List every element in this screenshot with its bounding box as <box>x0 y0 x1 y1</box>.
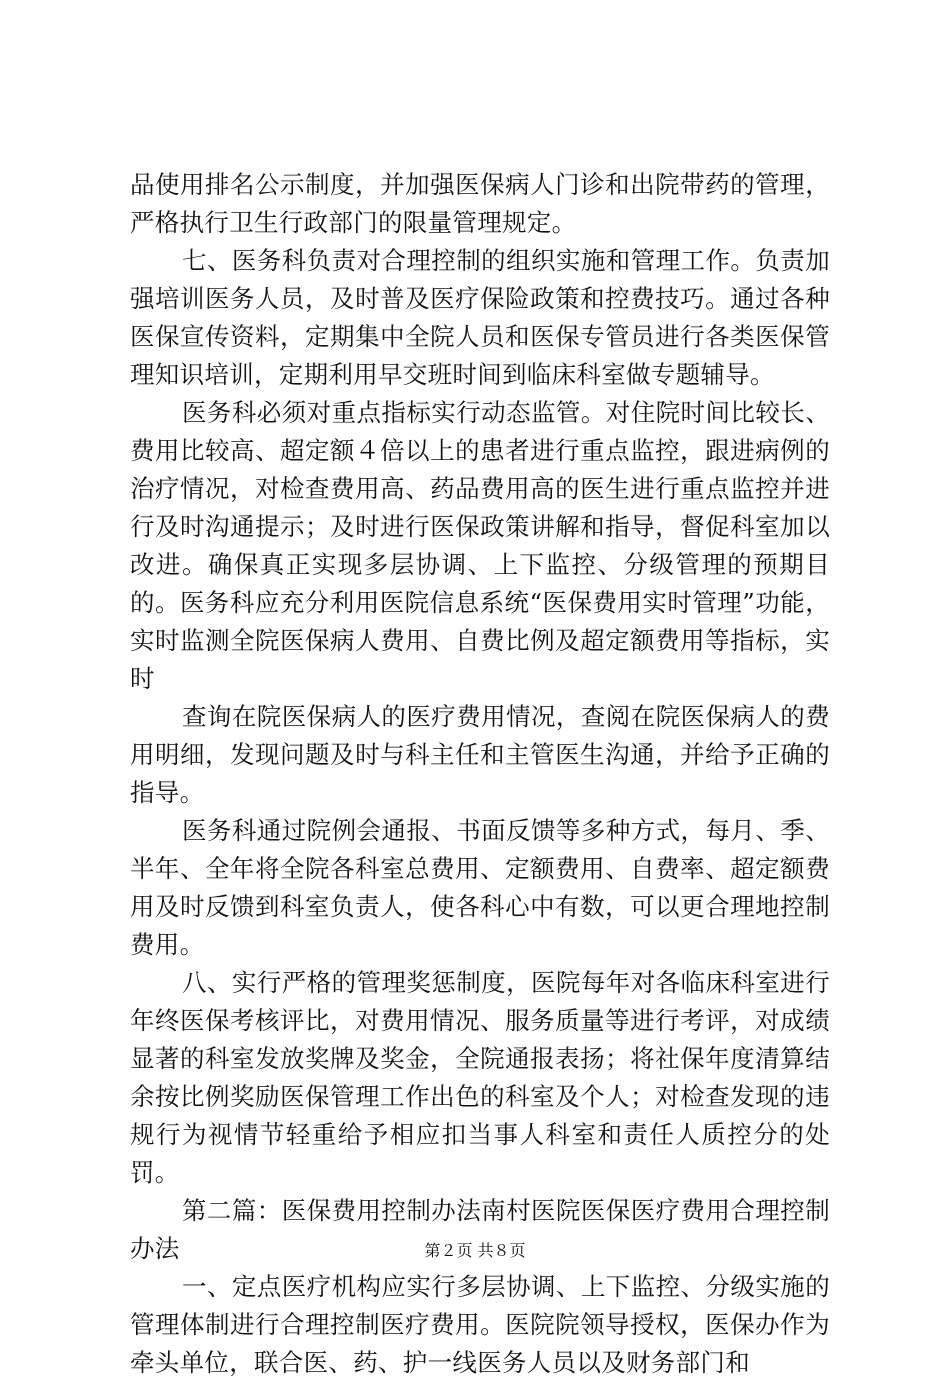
paragraph-6: 八、实行严格的管理奖惩制度，医院每年对各临床科室进行年终医保考核评比，对费用情况、服务质量等进行考评，对成绩显著的科室发放奖牌及奖金，全院通报表扬；将社保年度清算结余按比例奖励医保管理工作出色的科室及个人；对检查发现的违规行为视情节轻重给予相应扣当事人科室和责任人质控分的处罚。 <box>130 968 830 1187</box>
document-body <box>130 166 830 1382</box>
page-number-footer: 第２页 共８页 <box>424 1241 526 1260</box>
paragraph-4: 查询在院医保病人的医疗费用情况，查阅在院医保病人的费用明细，发现问题及时与科主任和主管医生沟通，并给予正确的指导。 <box>130 702 830 807</box>
paragraph-5: 医务科通过院例会通报、书面反馈等多种方式，每月、季、半年、全年将全院各科室总费用、定额费用、自费率、超定额费用及时反馈到科室负责人，使各科心中有数，可以更合理地控制费用。 <box>130 816 830 959</box>
paragraph-3: 医务科必须对重点指标实行动态监管。对住院时间比较长、费用比较高、超定额４倍以上的患者进行重点监控，跟进病例的治疗情况，对检查费用高、药品费用高的医生进行重点监控并进行及时沟通提示；及时进行医保政策讲解和指导，督促科室加以改进。确保真正实现多层协调、上下监控、分级管理的预期目的。医务科应充分利用医院信息系统“医保费用实时管理”功能，实时监测全院医保病人费用、自费比例及超定额费用等指标，实时 <box>130 398 830 693</box>
paragraph-8: 一、定点医疗机构应实行多层协调、上下监控、分级实施的管理体制进行合理控制医疗费用。医院院领导授权，医保办作为牵头单位，联合医、药、护一线医务人员以及财务部门和 <box>130 1272 830 1377</box>
paragraph-2: 七、医务科负责对合理控制的组织实施和管理工作。负责加强培训医务人员，及时普及医疗保险政策和控费技巧。通过各种医保宣传资料，定期集中全院人员和医保专管员进行各类医保管理知识培训，定期利用早交班时间到临床科室做专题辅导。 <box>130 246 830 389</box>
paragraph-1: 品使用排名公示制度，并加强医保病人门诊和出院带药的管理，严格执行卫生行政部门的限量管理规定。 <box>130 170 830 237</box>
section-heading: 第二篇：医保费用控制办法南村医院医保医疗费用合理控制办法 <box>130 1196 830 1263</box>
